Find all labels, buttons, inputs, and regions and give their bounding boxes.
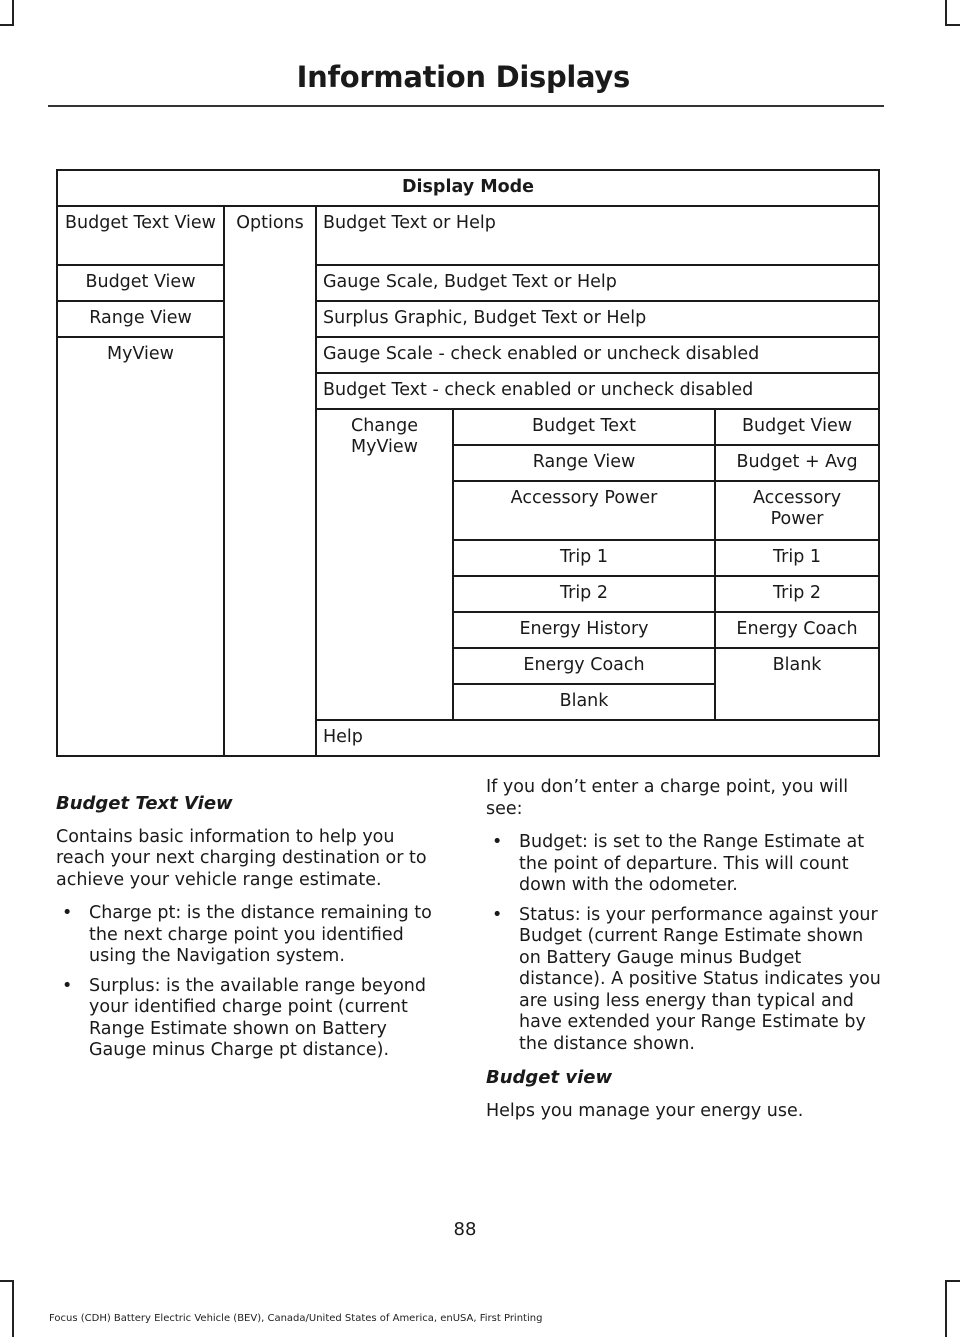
change-right-cell: Trip 2 xyxy=(715,576,879,612)
right-column xyxy=(486,777,881,1134)
list-item: • Charge pt: is the distance remaining to the next charge point you identified using the Navigation system. xyxy=(56,903,448,968)
view-range: Range View xyxy=(57,301,224,337)
crop-mark xyxy=(12,0,14,26)
crop-mark xyxy=(12,1280,14,1337)
change-left-cell: Blank xyxy=(453,684,715,720)
change-left-cell: Trip 2 xyxy=(453,576,715,612)
list-item: • Surplus: is the available range beyond your identified charge point (current Range Estimate shown on Battery Gauge minus Charge pt distance). xyxy=(56,976,448,1062)
paragraph: If you don’t enter a charge point, you will see: xyxy=(486,777,849,819)
view-budget-text: Budget Text View xyxy=(57,206,224,265)
table-row xyxy=(57,337,879,373)
option-budget-text-check: Budget Text - check enabled or uncheck disabled xyxy=(316,373,879,409)
crop-mark xyxy=(945,24,960,26)
options-budget-text: Budget Text or Help xyxy=(316,206,879,265)
list-item: • Budget: is set to the Range Estimate at the point of departure. This will count down with the odometer. xyxy=(486,832,881,897)
crop-mark xyxy=(0,24,14,26)
table-row xyxy=(57,301,879,337)
change-right-cell: Energy Coach xyxy=(715,612,879,648)
change-left-cell: Energy Coach xyxy=(453,648,715,684)
list-item: • Status: is your performance against your Budget (current Range Estimate shown on Battery Gauge minus Budget distance). A positive Status indicates you are using less energy than typical and have extended your Range Estimate by the distance shown. xyxy=(486,905,881,1056)
options-range: Surplus Graphic, Budget Text or Help xyxy=(316,301,879,337)
options-budget: Gauge Scale, Budget Text or Help xyxy=(316,265,879,301)
section-heading: Budget Text View xyxy=(56,793,233,814)
crop-mark xyxy=(0,1280,14,1282)
paragraph: Helps you manage your energy use. xyxy=(486,1100,804,1121)
view-budget: Budget View xyxy=(57,265,224,301)
footer-text: Focus (CDH) Battery Electric Vehicle (BEV), Canada/United States of America, enUSA, First Printing xyxy=(49,1313,543,1324)
change-left-cell: Budget Text xyxy=(453,409,715,445)
page-title: Information Displays xyxy=(296,60,630,94)
display-mode-table xyxy=(56,169,880,757)
change-right-cell: Budget + Avg xyxy=(715,445,879,481)
change-left-cell: Range View xyxy=(453,445,715,481)
option-gauge-scale: Gauge Scale - check enabled or uncheck disabled xyxy=(316,337,879,373)
page-number: 88 xyxy=(453,1219,477,1240)
change-right-cell: Blank xyxy=(715,648,879,720)
change-left-cell: Accessory Power xyxy=(453,481,715,540)
paragraph: Contains basic information to help you reach your next charging destination or to achieve your vehicle range estimate. xyxy=(56,826,427,890)
table-row xyxy=(57,265,879,301)
option-help: Help xyxy=(316,720,879,756)
change-right-cell: Accessory Power xyxy=(715,481,879,540)
bullet-list xyxy=(56,903,448,1062)
change-right-cell: Trip 1 xyxy=(715,540,879,576)
view-myview: MyView xyxy=(57,337,224,756)
options-label: Options xyxy=(224,206,316,756)
change-right-cell: Budget View xyxy=(715,409,879,445)
crop-mark xyxy=(945,0,947,26)
table-row xyxy=(57,206,879,265)
table-caption: Display Mode xyxy=(57,170,879,206)
bullet-list xyxy=(486,832,881,1055)
crop-mark xyxy=(945,1280,960,1282)
header-divider xyxy=(48,105,884,107)
crop-mark xyxy=(945,1280,947,1337)
change-left-cell: Trip 1 xyxy=(453,540,715,576)
change-myview-label: Change MyView xyxy=(316,409,453,720)
change-left-cell: Energy History xyxy=(453,612,715,648)
left-column xyxy=(56,793,448,1074)
table-header-row xyxy=(57,170,879,206)
section-heading: Budget view xyxy=(486,1067,613,1088)
